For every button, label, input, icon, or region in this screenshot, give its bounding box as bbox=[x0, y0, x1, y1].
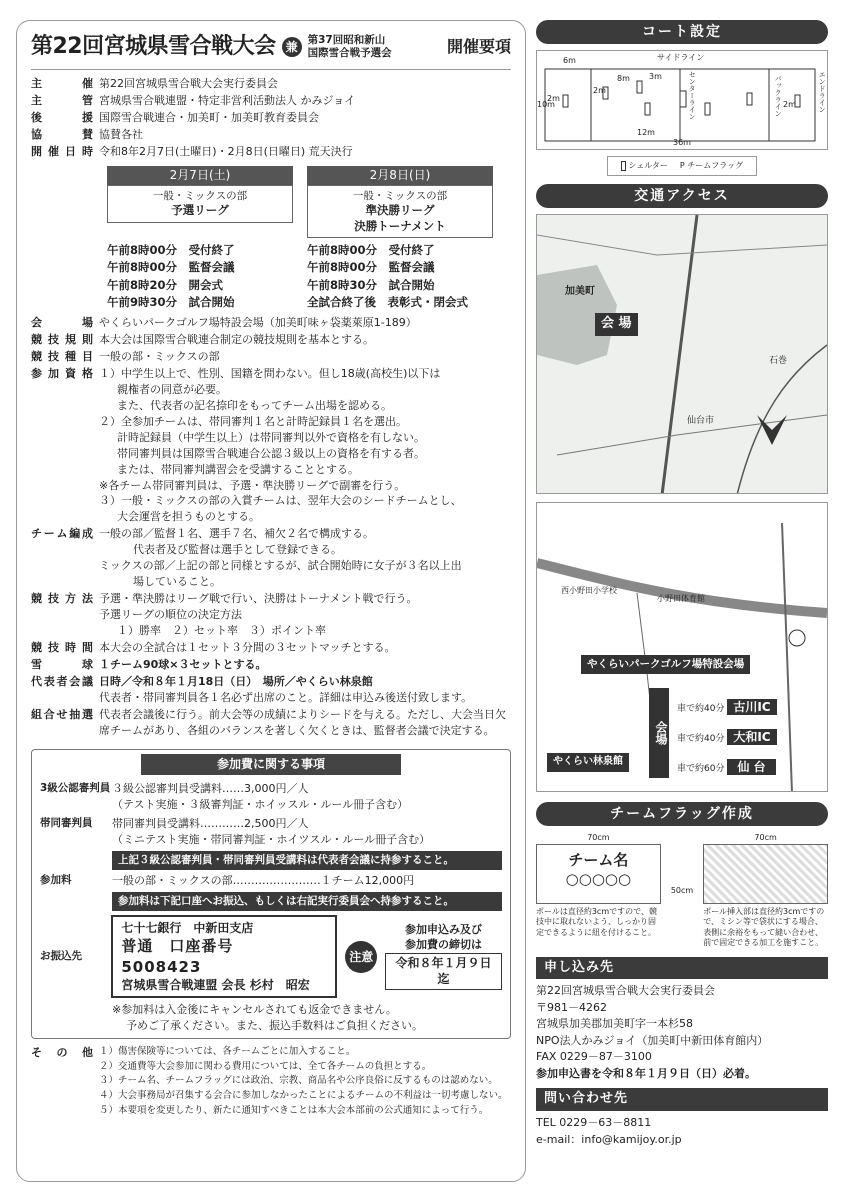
day-sun: 2月8日(日) 一般・ミックスの部 準決勝リーグ 決勝トーナメント bbox=[307, 166, 493, 239]
item-events: 競技種目 一般の部・ミックスの部 bbox=[31, 350, 220, 364]
kami-label: 加美町 bbox=[565, 286, 595, 298]
schedule-sat: 午前8時00分 受付終了 午前8時00分 監督会議 午前8時20分 開会式 午前9時30分 試合開始 bbox=[107, 243, 235, 309]
court-header: コート設定 bbox=[536, 20, 828, 44]
title-main: 第22回宮城県雪合戦大会 bbox=[31, 34, 276, 59]
info-row: 主管 宮城県雪合戦連盟・特定非営利活動法人 かみジョイ bbox=[31, 93, 356, 107]
flag-sample: チーム名 ○○○○○ bbox=[536, 844, 661, 904]
fee-section bbox=[31, 749, 511, 1039]
title-sub: 第37回昭和新山 国際雪合戦予選会 bbox=[307, 33, 392, 59]
apply-header: 申し込み先 bbox=[536, 957, 828, 980]
fee-row: 帯同審判員 帯同審判員受講料…………2,500円／人 （ミニテスト実施・帯同審判証・ホイツスル・ルール冊子含む） bbox=[40, 816, 431, 846]
fee-header: 参加費に関する事項 bbox=[141, 754, 401, 775]
rinsen-label: やくらい林泉館 bbox=[547, 753, 629, 772]
route-sendai: 車で約60分 仙 台 bbox=[677, 759, 776, 776]
schedule bbox=[107, 242, 511, 311]
fee-row-sanka: 参加料 一般の部・ミックスの部……………………１チーム12,000円 bbox=[40, 873, 415, 887]
rule-items bbox=[31, 315, 511, 738]
item-team: チーム編成 一般の部／監督１名、選手７名、補欠２名で構成する。 代表者及び監督は選手として登録できる。 ミックスの部／上記の部と同様とするが、試合開始時に女子が３名以上出 場していること。 bbox=[31, 527, 462, 589]
bank-info: お振込先 七十七銀行 中新田支店 普通 口座番号 5008423 宮城県雪合戦連盟 会長 杉村 昭宏 注意 参加申込み及び 参加費の締切は 令和８年１月９日迄 bbox=[40, 915, 502, 998]
info-row: 開催日時 令和8年2月7日(土曜日)・2月8日(日曜日) 荒天決行 bbox=[31, 144, 353, 158]
fee-row: 3級公認審判員 ３級公認審判員受講料……3,000円／人 （テスト実施・３級審判証・ホイッスル・ルール冊子含む） bbox=[40, 781, 409, 811]
kan-badge: 兼 bbox=[282, 37, 302, 57]
court-label-3m: 3m bbox=[649, 72, 662, 82]
page-title bbox=[31, 31, 511, 70]
flag-height: 50cm bbox=[670, 885, 694, 895]
access-map-local bbox=[536, 502, 828, 792]
item-eligibility: 参加資格 １）中学生以上で、性別、国籍を問わない。但し18歳(高校生)以下は 親権者の同意が必要。 また、代表者の記名捺印をもってチーム出場を認める。 ２）全参加チームは、帯同審判１名と計時記録員１名を選出。 計時記録員（中学生以上）は帯同審判以外で資格を有しない。 帯同審判員は国際雪合戦連合公認３級以上の資格を有する者。 または、帯同審判講習会を受講することとする。 ※各チーム帯同審判員は、予選・準決勝リーグで副審を行う。 ３）一般・ミックスの部の入賞チームは、翌年大会のシードチームとし、 大会運営を担うものとする。 bbox=[31, 366, 462, 524]
center-line-label: センターライン bbox=[688, 71, 697, 121]
day-sat: 2月7日(土) 一般・ミックスの部 予選リーグ bbox=[107, 166, 293, 239]
shelter-legend: シェルター bbox=[621, 160, 668, 172]
fee-bar-1: 上記３級公認審判員・帯同審判員受講料は代表者会議に持参すること。 bbox=[112, 851, 502, 870]
venue-vertical: 会場 bbox=[649, 688, 669, 778]
court-diagram bbox=[536, 50, 828, 150]
park-label: やくらいパークゴルフ場特設会場 bbox=[581, 655, 750, 674]
info-row: 協賛 協賛各社 bbox=[31, 127, 143, 141]
contact-info: TEL 0229－63－8811 e-mail：info@kamijoy.or.jp bbox=[536, 1116, 682, 1146]
caution-badge: 注意 bbox=[345, 941, 377, 973]
court-label-36m: 36m bbox=[673, 138, 691, 148]
court-label-2m-c: 2m bbox=[783, 100, 796, 110]
end-line-label: エンドライン bbox=[818, 71, 827, 114]
schedule-sun: 午前8時00分 受付終了 午前8時00分 監督会議 午前8時30分 試合開始 全試合終了後 表彰式・閉会式 bbox=[307, 243, 468, 309]
outline-panel bbox=[16, 20, 526, 1182]
bank-box: 七十七銀行 中新田支店 普通 口座番号 5008423 宮城県雪合戦連盟 会長 杉村 昭宏 bbox=[111, 915, 337, 998]
access-header: 交通アクセス bbox=[536, 184, 828, 208]
sendai-label: 仙台市 bbox=[687, 416, 715, 427]
header-rows bbox=[31, 76, 511, 160]
court-label-12m: 12m bbox=[637, 128, 655, 138]
item-rules: 競技規則 本大会は国際雪合戦連合制定の競技規則を基本とする。 bbox=[31, 333, 374, 347]
court-label-2m-b: 2m bbox=[593, 86, 606, 96]
court-legend bbox=[607, 156, 757, 176]
deadline: 参加申込み及び 参加費の締切は 令和８年１月９日迄 bbox=[385, 923, 502, 989]
flag-legend: P チームフラッグ bbox=[679, 161, 744, 171]
court-label-8m: 8m bbox=[617, 74, 630, 84]
info-row: 後援 国際雪合戦連合・加美町・加美町教育委員会 bbox=[31, 110, 319, 124]
back-line-label: バックライン bbox=[774, 75, 783, 118]
ishinomaki-label: 石巻 bbox=[769, 356, 788, 367]
flag-example-left: 70cm チーム名 ○○○○○ ポールは直径約3cmですので、競技中に取れないよう、しっかり固定できるように紐を付けること。 bbox=[536, 832, 661, 948]
title-tail: 開催要項 bbox=[446, 37, 511, 57]
court-label-10m: 10m bbox=[537, 100, 555, 110]
route-furukawa: 車で約40分 古川IC bbox=[677, 699, 777, 716]
fee-note-1: ※参加料は入金後にキャンセルされても返金できません。 bbox=[112, 1002, 397, 1016]
side-line-label: サイドライン bbox=[657, 53, 705, 63]
venue-marker: 会 場 bbox=[595, 313, 638, 336]
gym-label: 小野田体育館 bbox=[657, 594, 705, 604]
fee-bar-2: 参加料は下記口座へお振込、もしくは右記実行委員会へ持参すること。 bbox=[112, 892, 502, 911]
info-row: 主催 第22回宮城県雪合戦大会実行委員会 bbox=[31, 76, 278, 90]
flag-guide bbox=[536, 832, 828, 948]
item-venue: 会場 やくらいパークゴルフ場特設会場（加美町味ヶ袋薬萊原1-189） bbox=[31, 316, 417, 330]
apply-info: 第22回宮城県雪合戦大会実行委員会 〒981－4262 宮城県加美郡加美町字一本杉58 NPO法人かみジョイ（加美町中新田体育館内） FAX 0229－87－3100 参加申込書を令和８年１月９日（日）必着。 bbox=[536, 984, 769, 1080]
court-label-6m: 6m bbox=[563, 56, 576, 66]
item-draw: 組合せ抽選 代表者会議後に行う。前大会等の成績によりシードを与える。ただし、大会当日欠 席チームがあり、各組のバランスを著しく欠くときは、監督者会議で決定する。 bbox=[31, 707, 506, 737]
access-map-wide bbox=[536, 214, 828, 494]
item-meeting: 代表者会議 日時／令和８年１月18日（日） 場所／やくらい林泉館 代表者・帯同審判員各１名必ず出席のこと。詳細は申込み後送付致します。 bbox=[31, 674, 473, 704]
right-column bbox=[536, 20, 828, 1190]
other-section: その他 １）傷害保険等については、各チームごとに加入すること。 ２）交通費等大会参加に関わる費用については、全て各チームの負担とする。 ３）チーム名、チームフラッグには政治、宗教、商品名や公序良俗に反するものは認めない。 ４）大会事務局が召集する会合に参加しなかったことによるチームの不利益は一切考慮しない。 ５）本要項を変更したり、新たに通知すべきことは本大会本部前の公式通知によって行う。 bbox=[31, 1045, 508, 1116]
school-label: 西小野田小学校 bbox=[561, 586, 617, 596]
item-snowball: 雪球 １チーム90球×３セットとする。 bbox=[31, 657, 267, 671]
flag-header: チームフラッグ作成 bbox=[536, 802, 828, 826]
day-boxes bbox=[107, 166, 511, 239]
fee-note-2: 予めご了承ください。また、振込手数料はご負担ください。 bbox=[126, 1018, 423, 1032]
flag-illustration bbox=[703, 844, 828, 904]
route-taiwa: 車で約40分 大和IC bbox=[677, 729, 777, 746]
contact-header: 問い合わせ先 bbox=[536, 1088, 828, 1111]
flag-example-right: 70cm ポール挿入部は直径約3cmですので、ミシン等で袋状にする場合、表側に余裕をもって縫い合わせ、前で固定できる加工を施すこと。 bbox=[703, 832, 828, 948]
item-method: 競技方法 予選・準決勝はリーグ戦で行い、決勝はトーナメント戦で行う。 予選リーグの順位の決定方法 １）勝率 ２）セット率 ３）ポイント率 bbox=[31, 592, 418, 637]
court-label-2m-a: 2m bbox=[547, 94, 560, 104]
item-time: 競技時間 本大会の全試合は１セット３分間の３セットマッチとする。 bbox=[31, 640, 396, 654]
